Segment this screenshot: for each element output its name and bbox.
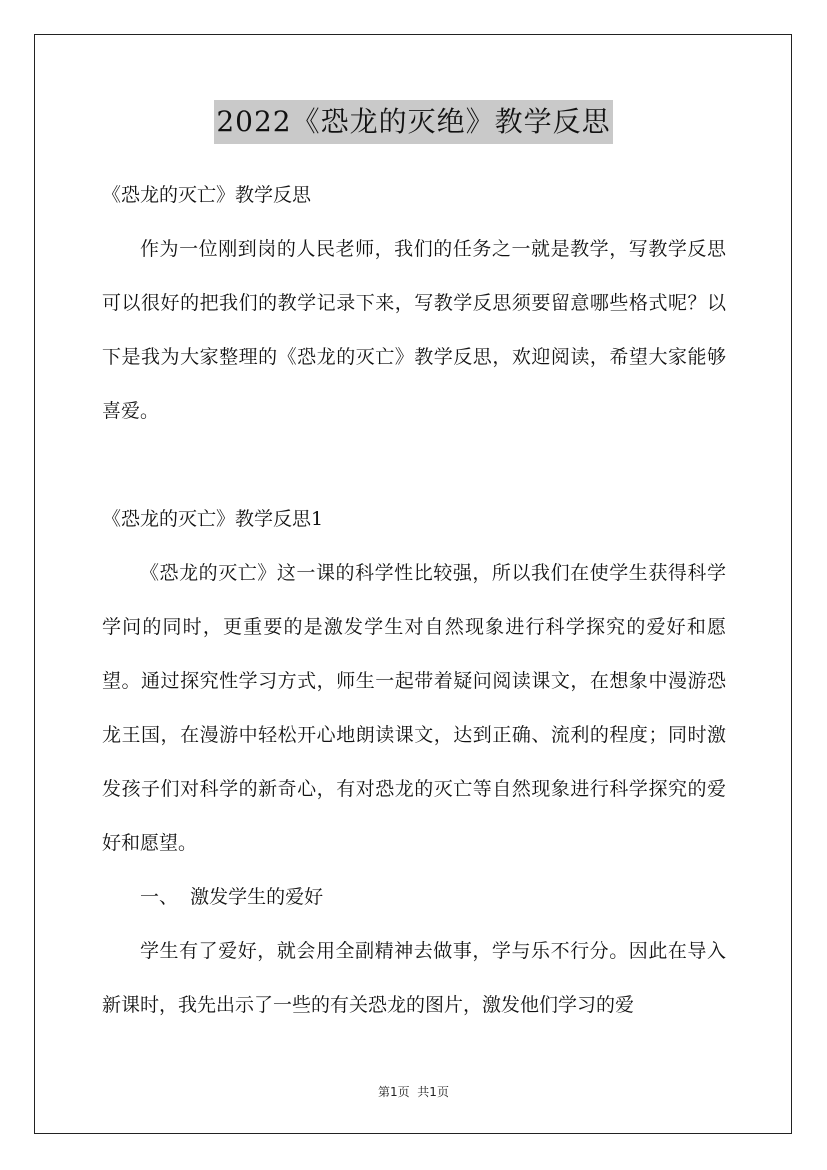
intro-paragraph: 作为一位刚到岗的人民老师，我们的任务之一就是教学，写教学反思可以很好的把我们的教学记录下来，写教学反思须要留意哪些格式呢？以下是我为大家整理的《恐龙的灭亡》教学反思，欢迎阅读，希望大家能够喜爱。 [102,238,726,422]
subheading: 一、 激发学生的爱好 [140,886,324,908]
intro-heading: 《恐龙的灭亡》教学反思 [102,184,312,206]
sub-paragraph: 学生有了爱好，就会用全副精神去做事，学与乐不行分。因此在导入新课时，我先出示了一些的有关恐龙的图片，激发他们学习的爱 [102,940,726,1016]
document-body [102,168,726,1032]
document-title [0,100,827,144]
document-title-text: 2022《恐龙的灭绝》教学反思 [214,100,612,144]
blank-line [102,438,726,492]
section-heading: 《恐龙的灭亡》教学反思1 [102,508,324,530]
section-paragraph: 《恐龙的灭亡》这一课的科学性比较强，所以我们在使学生获得科学学问的同时，更重要的是激发学生对自然现象进行科学探究的爱好和愿望。通过探究性学习方式，师生一起带着疑问阅读课文，在想象中漫游恐龙王国，在漫游中轻松开心地朗读课文，达到正确、流利的程度；同时激发孩子们对科学的新奇心，有对恐龙的灭亡等自然现象进行科学探究的爱好和愿望。 [102,562,726,854]
page-footer: 第1页 共1页 [378,1085,449,1099]
